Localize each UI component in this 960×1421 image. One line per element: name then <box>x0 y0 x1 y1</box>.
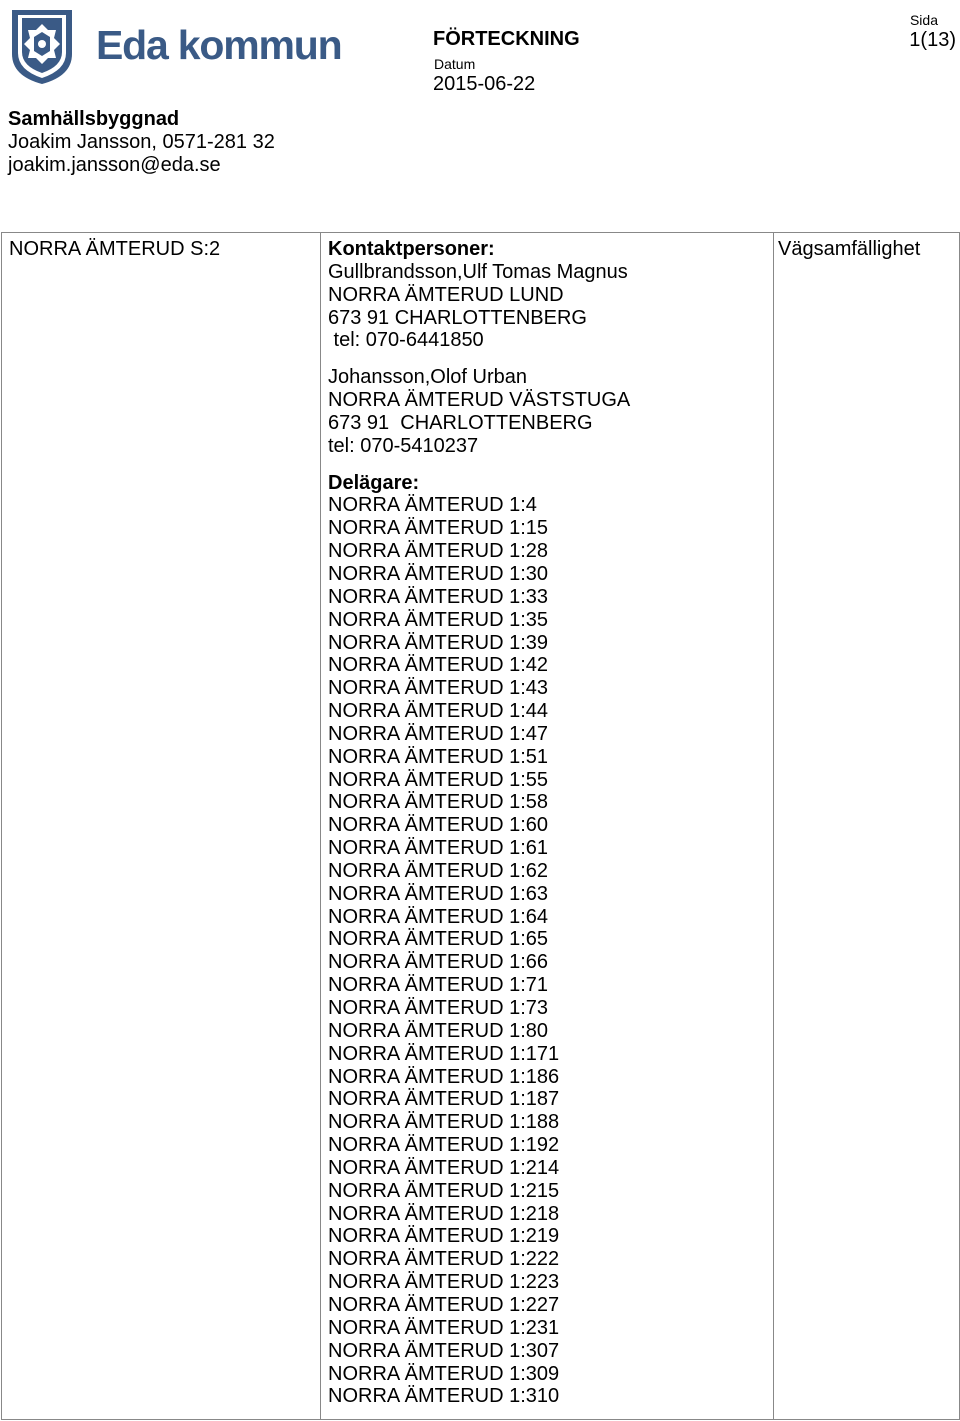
register-table <box>1 232 960 1420</box>
owner-item: NORRA ÄMTERUD 1:218 <box>328 1202 560 1225</box>
owner-item: NORRA ÄMTERUD 1:64 <box>328 905 549 928</box>
contact2-postal: 673 91 CHARLOTTENBERG <box>328 411 593 434</box>
owner-item: NORRA ÄMTERUD 1:227 <box>328 1293 560 1316</box>
eda-kommun-logo <box>8 6 342 88</box>
owner-item: NORRA ÄMTERUD 1:51 <box>328 745 549 768</box>
owner-item: NORRA ÄMTERUD 1:61 <box>328 837 549 860</box>
page-number: 1(13) <box>909 29 956 51</box>
contact2-address: NORRA ÄMTERUD VÄSTSTUGA <box>328 389 631 412</box>
owner-item: NORRA ÄMTERUD 1:42 <box>328 654 549 677</box>
property-cell <box>2 233 321 1420</box>
owner-item: NORRA ÄMTERUD 1:71 <box>328 974 549 997</box>
owner-item: NORRA ÄMTERUD 1:33 <box>328 585 549 608</box>
contact1-address: NORRA ÄMTERUD LUND <box>328 283 564 306</box>
owner-item: NORRA ÄMTERUD 1:188 <box>328 1111 560 1134</box>
contact1-phone: tel: 070-6441850 <box>328 329 484 352</box>
owner-item: NORRA ÄMTERUD 1:15 <box>328 517 549 540</box>
logo-wordmark: Eda kommun <box>96 22 342 68</box>
owner-item: NORRA ÄMTERUD 1:222 <box>328 1248 560 1271</box>
owner-item: NORRA ÄMTERUD 1:55 <box>328 768 549 791</box>
contact2-phone: tel: 070-5410237 <box>328 434 479 457</box>
owner-item: NORRA ÄMTERUD 1:39 <box>328 631 549 654</box>
owner-item: NORRA ÄMTERUD 1:187 <box>328 1088 560 1111</box>
contacts-heading: Kontaktpersoner: <box>328 238 495 260</box>
owner-item: NORRA ÄMTERUD 1:30 <box>328 562 549 585</box>
department-name: Samhällsbyggnad <box>8 108 180 130</box>
owner-item: NORRA ÄMTERUD 1:43 <box>328 677 549 700</box>
owner-item: NORRA ÄMTERUD 1:63 <box>328 882 549 905</box>
document-title: FÖRTECKNING <box>433 28 580 50</box>
details-cell <box>321 233 774 1420</box>
property-name: NORRA ÄMTERUD S:2 <box>9 238 221 260</box>
sender-contact: Joakim Jansson, 0571-281 32 <box>8 131 275 153</box>
owner-item: NORRA ÄMTERUD 1:66 <box>328 951 549 974</box>
owners-heading: Delägare: <box>328 471 420 494</box>
crest-icon <box>8 6 76 86</box>
owner-item: NORRA ÄMTERUD 1:192 <box>328 1134 560 1157</box>
owner-item: NORRA ÄMTERUD 1:65 <box>328 928 549 951</box>
owner-item: NORRA ÄMTERUD 1:44 <box>328 700 549 723</box>
date-value: 2015-06-22 <box>433 73 536 95</box>
table-row <box>2 233 960 1420</box>
contact1-name: Gullbrandsson,Ulf Tomas Magnus <box>328 260 628 283</box>
owner-item: NORRA ÄMTERUD 1:214 <box>328 1156 560 1179</box>
type-cell <box>774 233 960 1420</box>
owner-item: NORRA ÄMTERUD 1:58 <box>328 791 549 814</box>
owner-item: NORRA ÄMTERUD 1:60 <box>328 814 549 837</box>
owner-item: NORRA ÄMTERUD 1:35 <box>328 608 549 631</box>
owner-item: NORRA ÄMTERUD 1:186 <box>328 1065 560 1088</box>
owner-item: NORRA ÄMTERUD 1:307 <box>328 1339 560 1362</box>
owner-item: NORRA ÄMTERUD 1:310 <box>328 1385 560 1408</box>
owner-item: NORRA ÄMTERUD 1:171 <box>328 1042 560 1065</box>
contact2-name: Johansson,Olof Urban <box>328 366 528 389</box>
page-label: Sida <box>909 12 938 28</box>
owner-item: NORRA ÄMTERUD 1:223 <box>328 1271 560 1294</box>
owner-item: NORRA ÄMTERUD 1:62 <box>328 859 549 882</box>
date-label: Datum <box>434 56 476 72</box>
owner-item: NORRA ÄMTERUD 1:219 <box>328 1225 560 1248</box>
association-type: Vägsamfällighet <box>778 238 921 260</box>
owner-item: NORRA ÄMTERUD 1:309 <box>328 1362 560 1385</box>
owner-item: NORRA ÄMTERUD 1:73 <box>328 997 549 1019</box>
owner-item: NORRA ÄMTERUD 1:80 <box>328 1019 549 1042</box>
sender-email: joakim.jansson@eda.se <box>8 154 221 176</box>
contact1-postal: 673 91 CHARLOTTENBERG <box>328 306 587 329</box>
owner-item: NORRA ÄMTERUD 1:28 <box>328 540 549 563</box>
owner-item: NORRA ÄMTERUD 1:215 <box>328 1179 560 1202</box>
owners-list <box>328 494 773 1408</box>
owner-item: NORRA ÄMTERUD 1:231 <box>328 1316 560 1339</box>
owner-item: NORRA ÄMTERUD 1:4 <box>328 494 537 517</box>
owner-item: NORRA ÄMTERUD 1:47 <box>328 722 549 745</box>
